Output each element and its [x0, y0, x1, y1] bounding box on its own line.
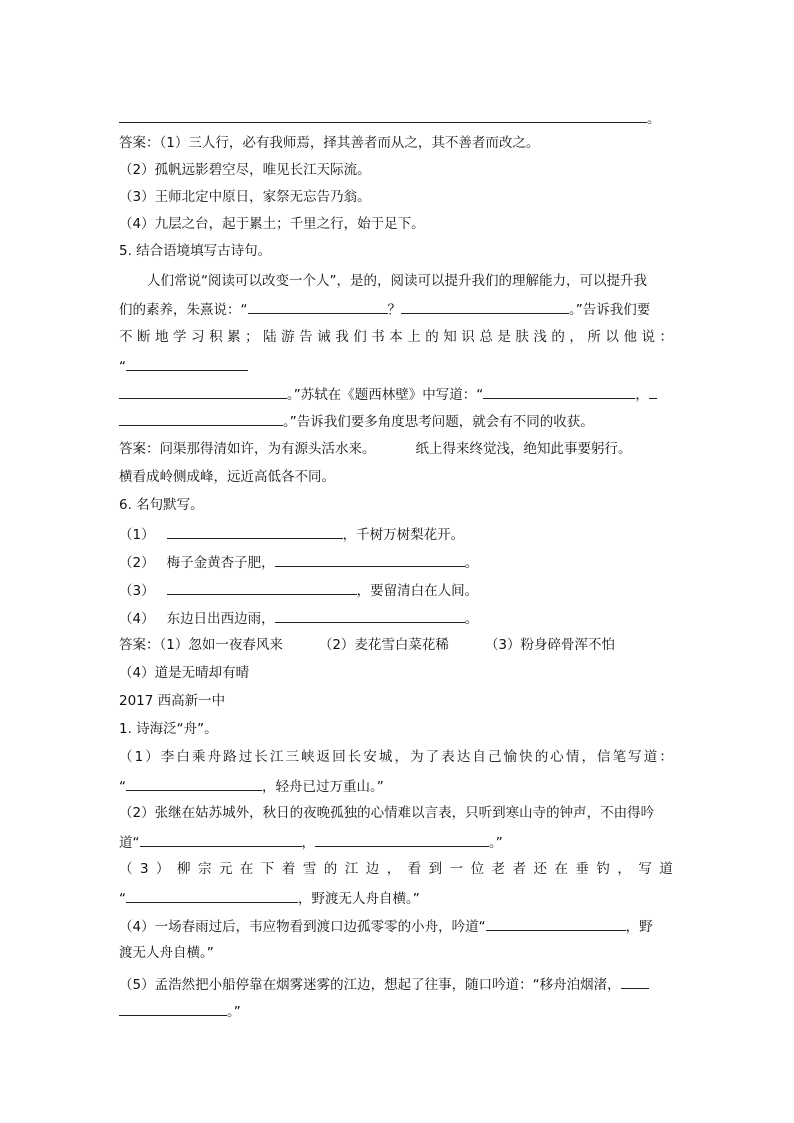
item-line [119, 580, 478, 600]
fill-blank-line [119, 108, 661, 128]
char: 舟 [207, 749, 222, 765]
char: 垂 [575, 861, 589, 877]
passage-line: 人们常说“阅读可以改变一个人”，是的，阅读可以提升我们的理解能力，可以提升我 [147, 273, 647, 289]
text: ，野 [625, 919, 653, 935]
char: 写 [638, 861, 652, 877]
char: 自 [472, 749, 486, 765]
char: ： [659, 329, 673, 345]
text: ，千树万树梨花开。 [342, 527, 465, 543]
char: 说 [641, 329, 655, 345]
char: 累 [227, 329, 241, 345]
char: ， [581, 749, 595, 765]
char: 习 [191, 329, 205, 345]
text: “ [119, 779, 126, 795]
item-line [119, 776, 384, 796]
char: 浅 [533, 329, 547, 345]
char: 安 [363, 749, 377, 765]
char: 书 [371, 329, 385, 345]
char: 以 [605, 329, 619, 345]
answer-text: 答案：问渠那得清如许，为有源头活水来。 [119, 441, 376, 457]
item-line [119, 552, 478, 572]
text: 东边日出西边雨， [166, 611, 275, 627]
answer-text: 答案：（1）忽如一夜春风来 [119, 637, 283, 653]
char: 快 [519, 749, 533, 765]
text: 梅子金黄杏子肥， [166, 555, 275, 571]
blank [483, 384, 635, 399]
char: 位 [470, 861, 485, 877]
blank [140, 832, 302, 847]
item-number: （4） [119, 611, 155, 627]
char: 到 [428, 861, 443, 877]
char: 识 [461, 329, 475, 345]
text: （4）一场春雨过后，韦应物看到渡口边孤零零的小舟，吟道“ [119, 919, 486, 935]
char: 返 [316, 749, 331, 765]
char: 我 [335, 329, 349, 345]
char: （ [119, 749, 133, 765]
answer-line [119, 636, 615, 654]
char: 诫 [317, 329, 331, 345]
char: 柳 [177, 861, 191, 877]
char: 己 [487, 749, 502, 765]
char: 地 [155, 329, 169, 345]
char: 路 [223, 749, 237, 765]
char: 上 [407, 329, 421, 345]
char: 道 [659, 861, 673, 877]
char: ； [245, 329, 259, 345]
char: 表 [441, 749, 455, 765]
passage-line [119, 411, 594, 431]
char: 李 [160, 749, 175, 765]
item-line: 渡无人舟自横。” [119, 945, 214, 961]
char: 着 [281, 861, 296, 877]
char: 江 [344, 861, 359, 877]
question-title: 6. 名句默写。 [119, 497, 204, 513]
char: 心 [550, 749, 564, 765]
char: 是 [497, 329, 511, 345]
char: ， [569, 329, 583, 345]
answer-line: （3）王师北定中原日，家祭无忘告乃翁。 [119, 189, 371, 205]
text: ， [301, 835, 315, 851]
char: 情 [565, 749, 580, 765]
item-line [119, 608, 478, 628]
char: 写 [628, 749, 642, 765]
text: 。 [464, 611, 479, 627]
char: 知 [443, 329, 457, 345]
text: 。” [227, 1004, 241, 1020]
char: 为 [410, 749, 424, 765]
item-line-justified [119, 860, 673, 878]
char: 游 [281, 329, 295, 345]
item-line [119, 916, 653, 936]
char: 学 [173, 329, 187, 345]
char: 峡 [301, 749, 315, 765]
char: 者 [512, 861, 526, 877]
char: 所 [587, 329, 601, 345]
text: ？ [387, 302, 401, 318]
blank [167, 580, 357, 595]
blank [275, 608, 465, 623]
char: 不 [119, 329, 133, 345]
text: 。”告诉我们要多角度思考问题，就会有不同的收获。 [283, 414, 594, 430]
char: 回 [332, 749, 346, 765]
blank [621, 974, 649, 989]
answer-line: （4）道是无晴却有晴 [119, 665, 250, 681]
blank [401, 299, 569, 314]
blank [315, 832, 489, 847]
passage-line [119, 356, 248, 376]
char: 白 [176, 749, 190, 765]
blank [119, 108, 647, 123]
char: 信 [597, 749, 611, 765]
char: 愉 [503, 749, 518, 765]
text: 。 [464, 555, 479, 571]
blank [167, 524, 343, 539]
char: 了 [425, 749, 440, 765]
char: ） [156, 861, 170, 877]
char: 们 [353, 329, 367, 345]
item-line-justified [119, 748, 673, 766]
answer-line: （2）孤帆远影碧空尽，唯见长江天际流。 [119, 162, 371, 178]
item-line: （2）张继在姑苏城外，秋日的夜晚孤独的心情难以言表，只听到寒山寺的钟声，不由得吟 [119, 805, 655, 821]
char: 江 [269, 749, 284, 765]
char: 本 [389, 329, 403, 345]
char: 老 [491, 861, 506, 877]
answer-text: （2）麦花雪白菜花稀 [318, 637, 449, 653]
char: 边 [365, 861, 380, 877]
text: “ [119, 359, 126, 375]
char: 的 [425, 329, 439, 345]
blank [486, 916, 626, 931]
item-line [119, 974, 649, 994]
blank [649, 384, 657, 399]
char: 过 [238, 749, 253, 765]
blank [119, 384, 287, 399]
char: ， [386, 861, 401, 877]
answer-line: 横看成岭侧成峰，远近高低各不同。 [119, 469, 335, 485]
char: 道 [643, 749, 658, 765]
char: 还 [533, 861, 547, 877]
char: 断 [137, 329, 151, 345]
text: ，野渡无人舟自横。” [298, 891, 420, 907]
char: ： [659, 749, 673, 765]
char: 陆 [263, 329, 277, 345]
char: 肤 [515, 329, 529, 345]
char: 钓 [596, 861, 610, 877]
text: 们的素养，朱熹说：“ [119, 302, 248, 318]
char: 的 [323, 861, 338, 877]
char: 总 [479, 329, 493, 345]
passage-line-justified [119, 328, 673, 346]
char: 达 [456, 749, 471, 765]
char: 笔 [612, 749, 627, 765]
passage-line [119, 384, 657, 404]
char: （ [119, 861, 133, 877]
char: 在 [239, 861, 254, 877]
passage-line [119, 299, 650, 319]
question-title: 1. 诗海泛“舟”。 [119, 721, 218, 737]
blank [126, 776, 262, 791]
answer-line [119, 440, 632, 458]
blank [275, 552, 465, 567]
item-line [119, 832, 503, 852]
char: 下 [260, 861, 275, 877]
blank [126, 356, 248, 371]
item-number: （1） [119, 527, 155, 543]
text: ，要留清白在人间。 [356, 583, 479, 599]
question-title: 5. 结合语境填写古诗句。 [119, 243, 272, 259]
text: （5）孟浩然把小船停靠在烟雾迷雾的江边，想起了往事，随口吟道：“移舟泊烟渚， [119, 977, 621, 993]
text: ，轻舟已过万重山。” [262, 779, 384, 795]
char: 城 [378, 749, 393, 765]
item-number: （2） [119, 555, 155, 571]
item-line [119, 524, 464, 544]
char: 长 [347, 749, 362, 765]
char: 的 [551, 329, 565, 345]
text: 。”告诉我们要 [569, 302, 651, 318]
item-number: （3） [119, 583, 155, 599]
item-line [119, 1001, 241, 1021]
text: 。” [489, 835, 503, 851]
char: 1 [134, 749, 144, 765]
char: 乘 [191, 749, 206, 765]
char: 在 [554, 861, 568, 877]
char: 长 [254, 749, 268, 765]
char: 的 [534, 749, 549, 765]
char: 积 [209, 329, 223, 345]
char: 一 [449, 861, 464, 877]
text: 。”苏轼在《题西林壁》中写道：“ [287, 387, 484, 403]
blank [119, 411, 283, 426]
char: ， [394, 749, 408, 765]
answer-line: 答案：（1）三人行，必有我师焉，择其善者而从之，其不善者而改之。 [119, 135, 540, 151]
char: 宗 [197, 861, 212, 877]
char: 雪 [302, 861, 317, 877]
blank [126, 888, 298, 903]
text: 道“ [119, 835, 140, 851]
char: ， [617, 861, 631, 877]
char: 元 [218, 861, 233, 877]
char: 三 [285, 749, 299, 765]
answer-text: （3）粉身碎骨浑不怕 [484, 637, 616, 653]
answer-text: 纸上得来终觉浅，绝知此事要躬行。 [415, 441, 632, 457]
section-heading: 2017 西高新一中 [119, 693, 226, 709]
text: “ [119, 891, 126, 907]
char: 看 [407, 861, 422, 877]
blank [119, 1001, 227, 1016]
char: 他 [623, 329, 637, 345]
char: 3 [139, 861, 149, 877]
blank [248, 299, 388, 314]
char: ） [145, 749, 159, 765]
answer-line: （4）九层之台，起于累土；千里之行，始于足下。 [119, 216, 425, 232]
period: 。 [647, 111, 661, 127]
item-line [119, 888, 420, 908]
text: ， [635, 387, 649, 403]
char: 告 [299, 329, 313, 345]
